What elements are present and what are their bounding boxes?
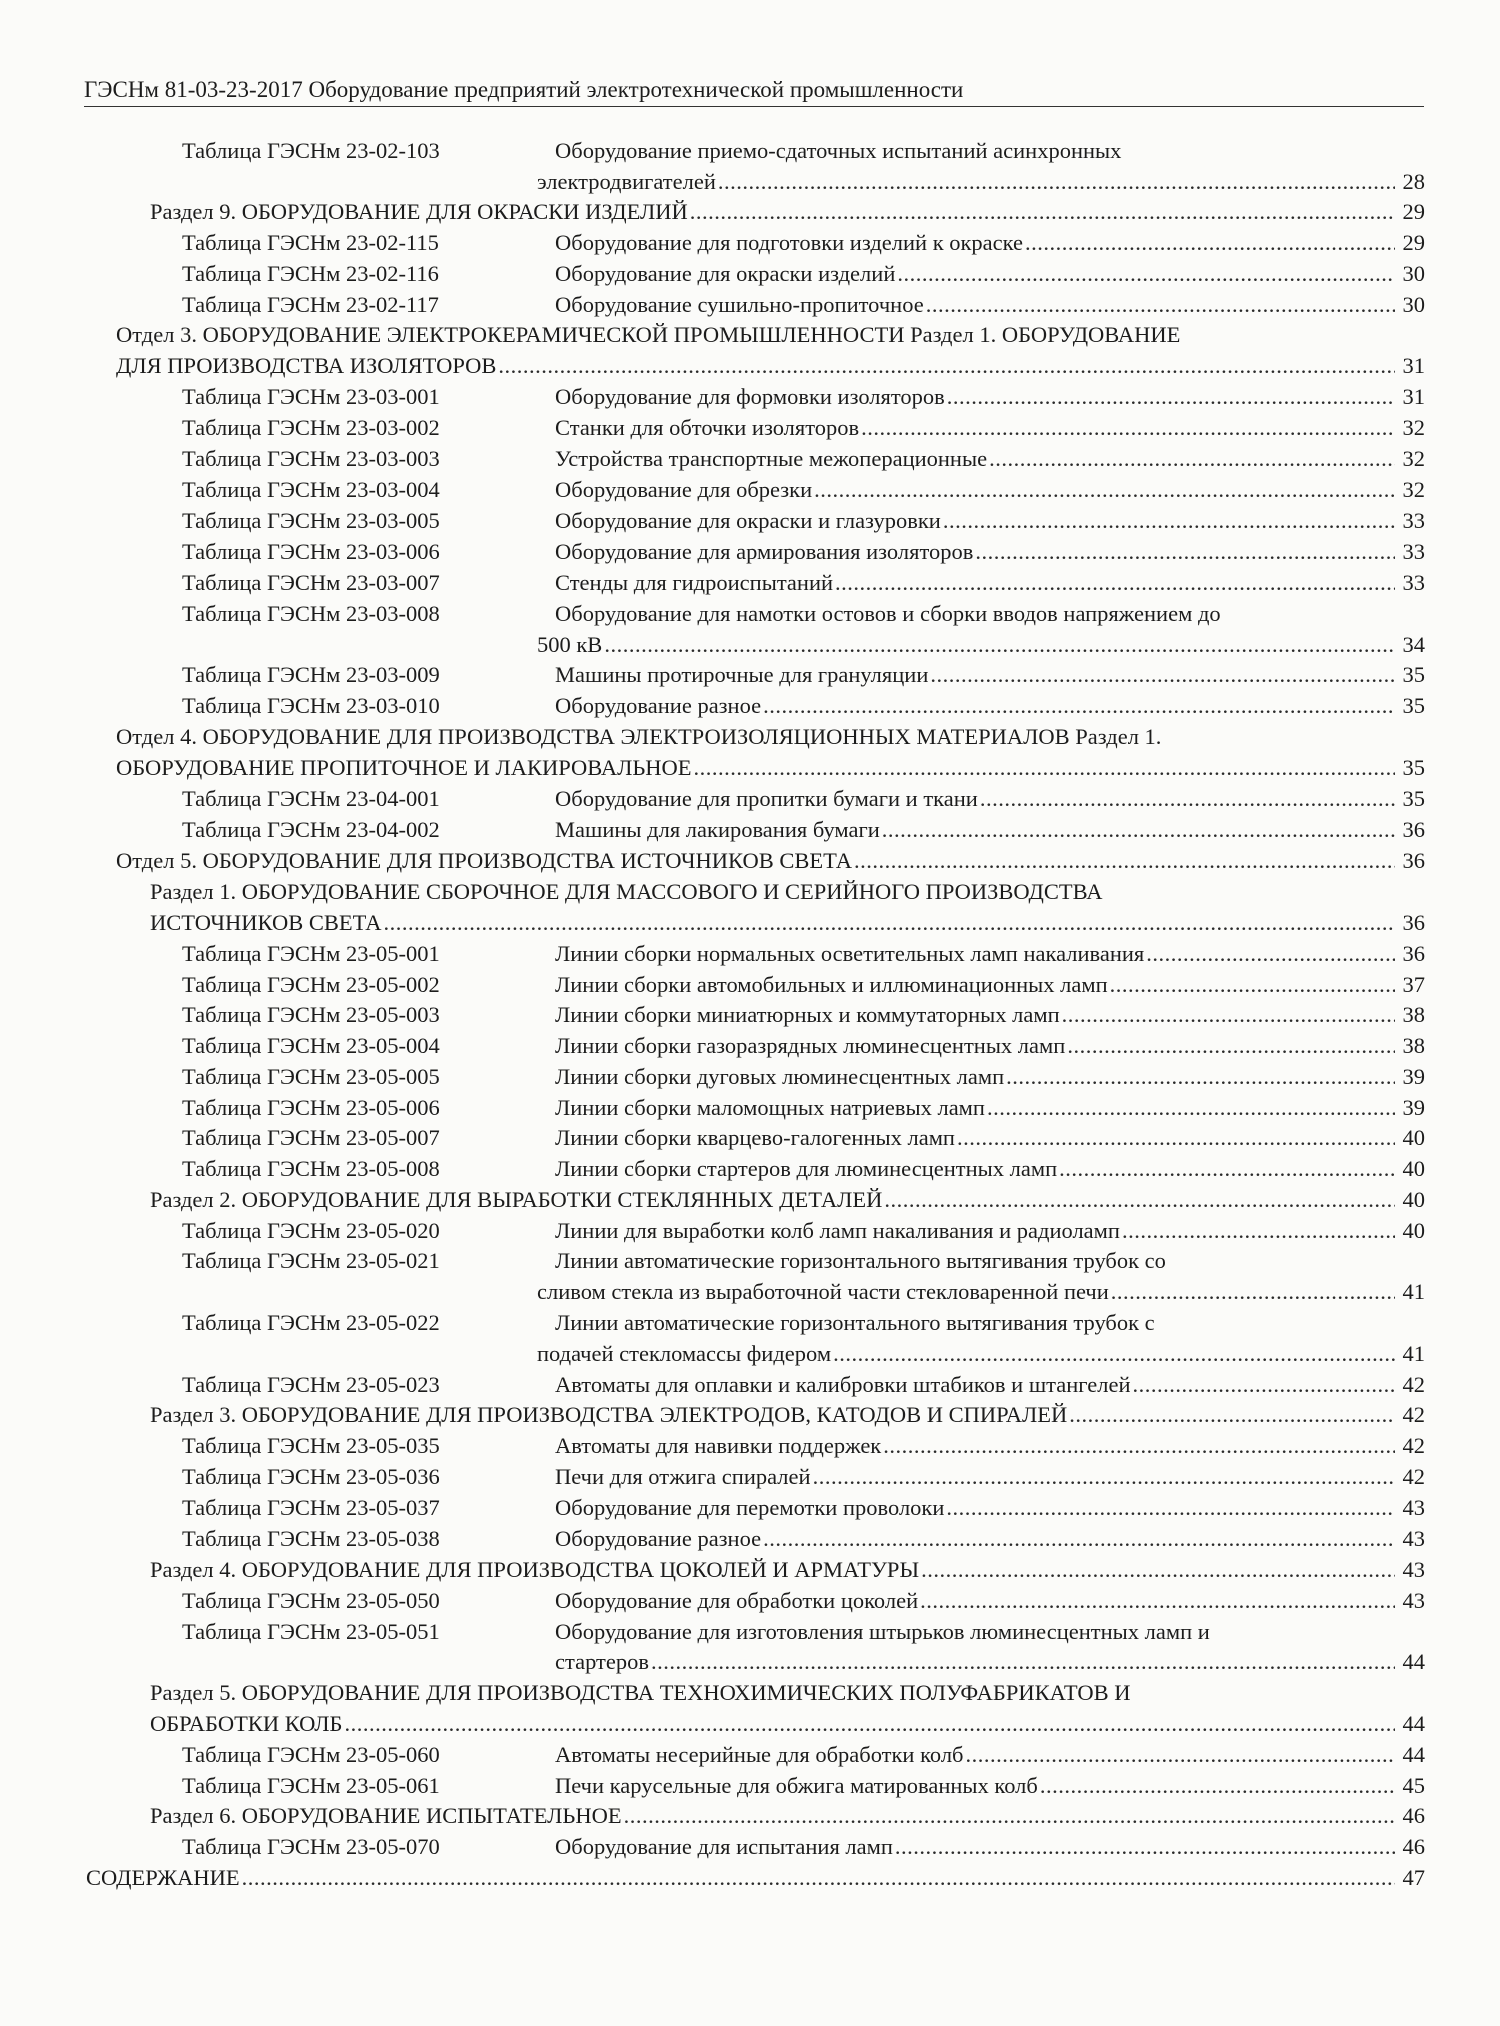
toc-entry-23-05-001[interactable] <box>0 938 1500 969</box>
toc-entry-fill <box>555 1646 1425 1677</box>
toc-entry-fill <box>555 1430 1425 1461</box>
toc-entry-fill <box>150 1399 1425 1430</box>
toc-entry-fill <box>555 474 1425 505</box>
toc-entry-23-05-006[interactable] <box>0 1092 1500 1123</box>
page-number: 42 <box>1402 1433 1425 1458</box>
dot-leader <box>920 1585 1395 1616</box>
toc-section-o5-razdel-2[interactable] <box>0 1184 1500 1215</box>
toc-entry-fill <box>555 412 1425 443</box>
toc-entry-text: Линии сборки дуговых люминесцентных ламп <box>555 1064 1005 1089</box>
toc-entry-text: Машины протирочные для грануляции <box>555 662 929 687</box>
page-number: 34 <box>1402 632 1425 657</box>
page-number: 35 <box>1402 755 1425 780</box>
toc-section-title: Отдел 3. ОБОРУДОВАНИЕ ЭЛЕКТРОКЕРАМИЧЕСКОЙ ПРОМЫШЛЕННОСТИ Раздел 1. ОБОРУДОВАНИЕ <box>116 322 1181 347</box>
dot-leader <box>884 1184 1395 1215</box>
toc-entry-label: Таблица ГЭСНм 23-02-116 <box>182 261 439 286</box>
toc-entry-label: Таблица ГЭСНм 23-04-002 <box>182 817 440 842</box>
page-number: 28 <box>1402 169 1425 194</box>
toc-entry-label: Таблица ГЭСНм 23-05-051 <box>182 1619 440 1644</box>
page-number: 37 <box>1402 972 1425 997</box>
page-number: 35 <box>1402 693 1425 718</box>
page-number: 39 <box>1402 1095 1425 1120</box>
toc-entry-text: Оборудование для подготовки изделий к окраске <box>555 230 1024 255</box>
toc-entry-label: Таблица ГЭСНм 23-05-060 <box>182 1742 440 1767</box>
toc-entry-text: Линии сборки стартеров для люминесцентных ламп <box>555 1156 1058 1181</box>
dot-leader <box>897 258 1395 289</box>
toc-entry-23-05-008[interactable] <box>0 1153 1500 1184</box>
toc-entry-fill <box>86 1862 1425 1893</box>
toc-entry-label: Таблица ГЭСНм 23-05-003 <box>182 1002 440 1027</box>
toc-entry-text: Линии для выработки колб ламп накаливания и радиоламп <box>555 1218 1120 1243</box>
toc-entry-label: Таблица ГЭСНм 23-02-117 <box>182 292 439 317</box>
toc-entry-label: Таблица ГЭСНм 23-05-070 <box>182 1834 440 1859</box>
toc-entry-continuation[interactable] <box>0 166 1500 197</box>
toc-entry-label: Таблица ГЭСНм 23-05-023 <box>182 1372 440 1397</box>
page-number: 44 <box>1402 1711 1425 1736</box>
dot-leader <box>883 1430 1395 1461</box>
toc-entry-text: Оборудование для пропитки бумаги и ткани <box>555 786 978 811</box>
dot-leader <box>651 1646 1395 1677</box>
toc-entry-label: Таблица ГЭСНм 23-05-035 <box>182 1433 440 1458</box>
toc-section-continuation[interactable] <box>0 350 1500 381</box>
toc-entry-continuation[interactable] <box>0 1338 1500 1369</box>
dot-leader <box>921 1554 1395 1585</box>
page-number: 40 <box>1402 1125 1425 1150</box>
toc-entry-text: Оборудование для изготовления штырьков люминесцентных ламп и <box>555 1619 1210 1644</box>
toc-entry-fill <box>555 1030 1425 1061</box>
toc-section-title: ОБОРУДОВАНИЕ ПРОПИТОЧНОЕ И ЛАКИРОВАЛЬНОЕ <box>116 755 692 780</box>
toc-entry-fill <box>555 289 1425 320</box>
toc-entry-23-02-117[interactable] <box>0 289 1500 320</box>
toc-entry-23-05-037[interactable] <box>0 1492 1500 1523</box>
toc-entry-23-03-005[interactable] <box>0 505 1500 536</box>
page-number: 32 <box>1402 446 1425 471</box>
dot-leader <box>1067 1030 1395 1061</box>
page-number: 33 <box>1402 570 1425 595</box>
toc-entry-23-05-022[interactable] <box>0 1307 1500 1338</box>
toc-section-otdel-4[interactable] <box>0 721 1500 752</box>
toc-entry-fill <box>555 1061 1425 1092</box>
running-header: ГЭСНм 81-03-23-2017 Оборудование предприятий электротехнической промышленности <box>84 76 1424 107</box>
toc-entry-label: Таблица ГЭСНм 23-05-004 <box>182 1033 440 1058</box>
toc-section-title: Отдел 4. ОБОРУДОВАНИЕ ДЛЯ ПРОИЗВОДСТВА ЭЛЕКТРОИЗОЛЯЦИОННЫХ МАТЕРИАЛОВ Раздел 1. <box>116 724 1162 749</box>
toc-entry-fill <box>555 1831 1425 1862</box>
page-number: 46 <box>1402 1803 1425 1828</box>
toc-entry-23-03-002[interactable] <box>0 412 1500 443</box>
toc-entry-label: Таблица ГЭСНм 23-05-022 <box>182 1310 440 1335</box>
toc-entry-label: Таблица ГЭСНм 23-04-001 <box>182 786 440 811</box>
toc-entry-continuation[interactable] <box>0 1276 1500 1307</box>
toc-entry-label: Таблица ГЭСНм 23-03-003 <box>182 446 440 471</box>
toc-section-title: Раздел 4. ОБОРУДОВАНИЕ ДЛЯ ПРОИЗВОДСТВА ЦОКОЛЕЙ И АРМАТУРЫ <box>150 1557 920 1582</box>
toc-section-title: Раздел 5. ОБОРУДОВАНИЕ ДЛЯ ПРОИЗВОДСТВА ТЕХНОХИМИЧЕСКИХ ПОЛУФАБРИКАТОВ И <box>150 1680 1131 1705</box>
toc-entry-label: Таблица ГЭСНм 23-05-061 <box>182 1773 440 1798</box>
toc-entry-23-05-035[interactable] <box>0 1430 1500 1461</box>
toc-section-otdel-5[interactable] <box>0 845 1500 876</box>
toc-entry-23-03-001[interactable] <box>0 381 1500 412</box>
page-number: 35 <box>1402 662 1425 687</box>
toc-entry-fill <box>150 1554 1425 1585</box>
dot-leader <box>947 381 1395 412</box>
toc-entry-text: Оборудование для армирования изоляторов <box>555 539 974 564</box>
dot-leader <box>966 1739 1395 1770</box>
dot-leader <box>1069 1399 1395 1430</box>
toc-section-title: ОБРАБОТКИ КОЛБ <box>150 1711 343 1736</box>
page-number: 44 <box>1402 1742 1425 1767</box>
dot-leader <box>1059 1153 1395 1184</box>
toc-entry-23-05-038[interactable] <box>0 1523 1500 1554</box>
toc-entry-text: Линии сборки миниатюрных и коммутаторных ламп <box>555 1002 1060 1027</box>
page-number: 46 <box>1402 1834 1425 1859</box>
page-number: 33 <box>1402 508 1425 533</box>
toc-entry-23-05-004[interactable] <box>0 1030 1500 1061</box>
toc-entry-text: Линии сборки газоразрядных люминесцентных ламп <box>555 1033 1066 1058</box>
toc-entry-text: Устройства транспортные межоперационные <box>555 446 988 471</box>
toc-entry-contents[interactable] <box>0 1862 1500 1893</box>
toc-entry-text: Оборудование для намотки остовов и сборки вводов напряжением до <box>555 601 1221 626</box>
dot-leader <box>835 567 1395 598</box>
toc-entry-fill <box>150 907 1425 938</box>
page-number: 30 <box>1402 292 1425 317</box>
dot-leader <box>1133 1369 1396 1400</box>
toc-entry-23-03-003[interactable] <box>0 443 1500 474</box>
dot-leader <box>1122 1215 1395 1246</box>
dot-leader <box>854 845 1395 876</box>
toc-entry-text: Оборудование для перемотки проволоки <box>555 1495 945 1520</box>
toc-entry-text: Оборудование приемо-сдаточных испытаний асинхронных <box>555 138 1122 163</box>
page-number: 36 <box>1402 817 1425 842</box>
toc-section-continuation[interactable] <box>0 907 1500 938</box>
page-number: 31 <box>1402 353 1425 378</box>
toc-entry-text: Стенды для гидроиспытаний <box>555 570 834 595</box>
toc-entry-continuation[interactable] <box>0 1646 1500 1677</box>
toc-entry-text: Автоматы несерийные для обработки колб <box>555 1742 964 1767</box>
toc-entry-fill <box>150 196 1425 227</box>
toc-entry-fill <box>555 1461 1425 1492</box>
toc-entry-23-02-115[interactable] <box>0 227 1500 258</box>
dot-leader <box>861 412 1395 443</box>
dot-leader <box>989 443 1395 474</box>
dot-leader <box>624 1800 1395 1831</box>
toc-entry-fill <box>555 659 1425 690</box>
toc-entry-fill <box>150 1708 1425 1739</box>
page-number: 33 <box>1402 539 1425 564</box>
toc-entry-23-05-060[interactable] <box>0 1739 1500 1770</box>
page-number: 45 <box>1402 1773 1425 1798</box>
toc-entry-fill <box>555 567 1425 598</box>
page-number: 31 <box>1402 384 1425 409</box>
toc-entry-label: Таблица ГЭСНм 23-03-010 <box>182 693 440 718</box>
toc-entry-text: Печи карусельные для обжига матированных колб <box>555 1773 1038 1798</box>
toc-section-title: ИСТОЧНИКОВ СВЕТА <box>150 910 382 935</box>
toc-entry-fill <box>555 1092 1425 1123</box>
page-number: 32 <box>1402 415 1425 440</box>
toc-entry-text: Автоматы для оплавки и калибровки штабиков и штангелей <box>555 1372 1131 1397</box>
toc-entry-fill <box>555 1523 1425 1554</box>
page-number: 32 <box>1402 477 1425 502</box>
page-number: 42 <box>1402 1402 1425 1427</box>
page-number: 36 <box>1402 910 1425 935</box>
toc-entry-continuation[interactable] <box>0 629 1500 660</box>
page-number: 38 <box>1402 1033 1425 1058</box>
dot-leader <box>926 289 1395 320</box>
toc-entry-label: Таблица ГЭСНм 23-05-008 <box>182 1156 440 1181</box>
toc-entry-23-05-003[interactable] <box>0 999 1500 1030</box>
toc-entry-label: Таблица ГЭСНм 23-05-005 <box>182 1064 440 1089</box>
toc-section-title: Раздел 6. ОБОРУДОВАНИЕ ИСПЫТАТЕЛЬНОЕ <box>150 1803 622 1828</box>
page-number: 41 <box>1402 1341 1425 1366</box>
toc-entry-text: Линии сборки нормальных осветительных ламп накаливания <box>555 941 1145 966</box>
toc-entry-fill <box>555 1739 1425 1770</box>
toc-entry-fill <box>555 999 1425 1030</box>
toc-entry-label: Таблица ГЭСНм 23-05-002 <box>182 972 440 997</box>
page-number: 47 <box>1402 1865 1425 1890</box>
dot-leader <box>694 752 1395 783</box>
toc-entry-label: Таблица ГЭСНм 23-05-021 <box>182 1248 440 1273</box>
toc-entry-23-05-021[interactable] <box>0 1245 1500 1276</box>
toc-entry-23-02-116[interactable] <box>0 258 1500 289</box>
toc-entry-text: Линии сборки кварцево-галогенных ламп <box>555 1125 955 1150</box>
toc-entry-fill <box>537 1338 1425 1369</box>
dot-leader <box>946 1492 1395 1523</box>
page-number: 39 <box>1402 1064 1425 1089</box>
toc-entry-23-03-008[interactable] <box>0 598 1500 629</box>
dot-leader <box>895 1831 1395 1862</box>
toc-entry-text: подачей стекломассы фидером <box>537 1341 832 1366</box>
dot-leader <box>604 629 1395 660</box>
toc-entry-text: Линии автоматические горизонтального вытягивания трубок с <box>555 1310 1155 1335</box>
toc-entry-23-05-061[interactable] <box>0 1770 1500 1801</box>
toc-section-o5-razdel-1[interactable] <box>0 876 1500 907</box>
dot-leader <box>814 474 1395 505</box>
dot-leader <box>987 1092 1395 1123</box>
toc-entry-text: Линии сборки маломощных натриевых ламп <box>555 1095 985 1120</box>
toc-entry-label: Таблица ГЭСНм 23-03-002 <box>182 415 440 440</box>
toc-section-title: Раздел 9. ОБОРУДОВАНИЕ ДЛЯ ОКРАСКИ ИЗДЕЛИЙ <box>150 199 688 224</box>
page-number: 38 <box>1402 1002 1425 1027</box>
dot-leader <box>1110 969 1395 1000</box>
page-number: 40 <box>1402 1156 1425 1181</box>
page-number: 43 <box>1402 1588 1425 1613</box>
toc-entry-text: электродвигателей <box>537 169 716 194</box>
toc-entry-fill <box>555 381 1425 412</box>
toc-entry-text: Оборудование разное <box>555 1526 762 1551</box>
toc-entry-23-03-007[interactable] <box>0 567 1500 598</box>
toc-section-o5-razdel-5[interactable] <box>0 1677 1500 1708</box>
toc-entry-23-05-051[interactable] <box>0 1616 1500 1647</box>
dot-leader <box>718 166 1395 197</box>
toc-entry-fill <box>555 1153 1425 1184</box>
dot-leader <box>1111 1276 1395 1307</box>
toc-entry-23-03-004[interactable] <box>0 474 1500 505</box>
toc-entry-fill <box>537 629 1425 660</box>
page-number: 29 <box>1402 230 1425 255</box>
dot-leader <box>690 196 1395 227</box>
page-number: 30 <box>1402 261 1425 286</box>
dot-leader <box>763 690 1395 721</box>
toc-entry-fill <box>555 938 1425 969</box>
dot-leader <box>813 1461 1395 1492</box>
toc-entry-fill <box>555 814 1425 845</box>
toc-entry-fill <box>150 1184 1425 1215</box>
toc-entry-fill <box>555 227 1425 258</box>
toc-section-o5-razdel-6[interactable] <box>0 1800 1500 1831</box>
toc-entry-text: Линии автоматические горизонтального вытягивания трубок со <box>555 1248 1166 1273</box>
toc-entry-label: Таблица ГЭСНм 23-03-001 <box>182 384 440 409</box>
dot-leader <box>763 1523 1395 1554</box>
toc-entry-fill <box>555 1122 1425 1153</box>
toc-entry-text: сливом стекла из выработочной части стекловаренной печи <box>537 1279 1109 1304</box>
toc-entry-fill <box>555 258 1425 289</box>
page-number: 42 <box>1402 1372 1425 1397</box>
dot-leader <box>957 1122 1395 1153</box>
dot-leader <box>344 1708 1395 1739</box>
toc-entry-label: Таблица ГЭСНм 23-05-020 <box>182 1218 440 1243</box>
toc-entry-text: Оборудование для формовки изоляторов <box>555 384 945 409</box>
toc-entry-label: Таблица ГЭСНм 23-02-103 <box>182 138 440 163</box>
dot-leader <box>1025 227 1395 258</box>
toc-entry-fill <box>555 1770 1425 1801</box>
page-number: 44 <box>1402 1649 1425 1674</box>
toc-entry-fill <box>555 443 1425 474</box>
dot-leader <box>882 814 1395 845</box>
toc-entry-fill <box>537 166 1425 197</box>
toc-entry-text: Машины для лакирования бумаги <box>555 817 880 842</box>
toc-entry-fill <box>116 845 1425 876</box>
page-number: 41 <box>1402 1279 1425 1304</box>
toc-entry-23-03-009[interactable] <box>0 659 1500 690</box>
toc-entry-text: Оборудование для испытания ламп <box>555 1834 893 1859</box>
toc-entry-fill <box>555 1369 1425 1400</box>
page-number: 43 <box>1402 1526 1425 1551</box>
toc-entry-text: Оборудование для обработки цоколей <box>555 1588 919 1613</box>
toc-entry-fill <box>555 969 1425 1000</box>
dot-leader <box>1040 1770 1395 1801</box>
toc-entry-23-04-001[interactable] <box>0 783 1500 814</box>
toc-entry-text: Печи для отжига спиралей <box>555 1464 811 1489</box>
toc-entry-label: Таблица ГЭСНм 23-03-009 <box>182 662 440 687</box>
toc-entry-label: Таблица ГЭСНм 23-03-007 <box>182 570 440 595</box>
toc-entry-fill <box>555 536 1425 567</box>
toc-section-title: Отдел 5. ОБОРУДОВАНИЕ ДЛЯ ПРОИЗВОДСТВА ИСТОЧНИКОВ СВЕТА <box>116 848 852 873</box>
page-number: 40 <box>1402 1187 1425 1212</box>
toc-entry-23-03-010[interactable] <box>0 690 1500 721</box>
page-number: 29 <box>1402 199 1425 224</box>
dot-leader <box>930 659 1395 690</box>
toc-entry-fill <box>555 505 1425 536</box>
toc-entry-23-05-050[interactable] <box>0 1585 1500 1616</box>
dot-leader <box>242 1862 1395 1893</box>
dot-leader <box>498 350 1395 381</box>
toc-entry-23-05-023[interactable] <box>0 1369 1500 1400</box>
toc-entry-label: Таблица ГЭСНм 23-05-038 <box>182 1526 440 1551</box>
toc-entry-23-05-005[interactable] <box>0 1061 1500 1092</box>
toc-entry-23-03-006[interactable] <box>0 536 1500 567</box>
page-number: 36 <box>1402 941 1425 966</box>
toc-entry-text: стартеров <box>555 1649 649 1674</box>
toc-section-razdel-9[interactable] <box>0 196 1500 227</box>
toc-section-continuation[interactable] <box>0 752 1500 783</box>
toc-entry-fill <box>116 350 1425 381</box>
dot-leader <box>943 505 1395 536</box>
toc-entry-fill <box>555 783 1425 814</box>
toc-entry-23-05-002[interactable] <box>0 969 1500 1000</box>
dot-leader <box>833 1338 1395 1369</box>
toc-section-title: Раздел 3. ОБОРУДОВАНИЕ ДЛЯ ПРОИЗВОДСТВА ЭЛЕКТРОДОВ, КАТОДОВ И СПИРАЛЕЙ <box>150 1402 1068 1427</box>
toc-entry-text: Оборудование разное <box>555 693 762 718</box>
toc-entry-label: Таблица ГЭСНм 23-03-004 <box>182 477 440 502</box>
page-number: 43 <box>1402 1557 1425 1582</box>
page-number: 36 <box>1402 848 1425 873</box>
toc-entry-fill <box>537 1276 1425 1307</box>
toc-entry-label: Таблица ГЭСНм 23-05-001 <box>182 941 440 966</box>
dot-leader <box>383 907 1395 938</box>
toc-entry-fill <box>555 690 1425 721</box>
toc-entry-fill <box>116 752 1425 783</box>
toc-entry-label: Таблица ГЭСНм 23-05-006 <box>182 1095 440 1120</box>
toc-section-title: СОДЕРЖАНИЕ <box>86 1865 240 1890</box>
toc-entry-label: Таблица ГЭСНм 23-05-037 <box>182 1495 440 1520</box>
toc-section-continuation[interactable] <box>0 1708 1500 1739</box>
toc-entry-text: Оборудование сушильно-пропиточное <box>555 292 924 317</box>
toc-entry-fill <box>150 1800 1425 1831</box>
dot-leader <box>1006 1061 1395 1092</box>
toc-section-otdel-3[interactable] <box>0 319 1500 350</box>
page-number: 40 <box>1402 1218 1425 1243</box>
toc-section-title: ДЛЯ ПРОИЗВОДСТВА ИЗОЛЯТОРОВ <box>116 353 497 378</box>
dot-leader <box>975 536 1395 567</box>
dot-leader <box>1062 999 1395 1030</box>
toc-entry-text: Оборудование для окраски и глазуровки <box>555 508 941 533</box>
toc-entry-text: Линии сборки автомобильных и иллюминационных ламп <box>555 972 1108 997</box>
page-number: 43 <box>1402 1495 1425 1520</box>
toc-section-o5-razdel-3[interactable] <box>0 1399 1500 1430</box>
toc-entry-23-02-103[interactable] <box>0 135 1500 166</box>
toc-entry-label: Таблица ГЭСНм 23-02-115 <box>182 230 439 255</box>
toc-entry-23-05-007[interactable] <box>0 1122 1500 1153</box>
page-number: 42 <box>1402 1464 1425 1489</box>
toc-entry-label: Таблица ГЭСНм 23-03-008 <box>182 601 440 626</box>
toc-entry-23-05-070[interactable] <box>0 1831 1500 1862</box>
toc-entry-fill <box>555 1492 1425 1523</box>
toc-entry-text: 500 кВ <box>537 632 603 657</box>
page-number: 35 <box>1402 786 1425 811</box>
toc-entry-label: Таблица ГЭСНм 23-03-006 <box>182 539 440 564</box>
toc-entry-text: Станки для обточки изоляторов <box>555 415 860 440</box>
toc-entry-fill <box>555 1215 1425 1246</box>
dot-leader <box>1146 938 1395 969</box>
toc-entry-23-04-002[interactable] <box>0 814 1500 845</box>
toc-entry-text: Автоматы для навивки поддержек <box>555 1433 882 1458</box>
toc-entry-text: Оборудование для обрезки <box>555 477 813 502</box>
toc-entry-label: Таблица ГЭСНм 23-03-005 <box>182 508 440 533</box>
toc-entry-text: Оборудование для окраски изделий <box>555 261 896 286</box>
toc-entry-fill <box>555 1585 1425 1616</box>
toc-section-title: Раздел 2. ОБОРУДОВАНИЕ ДЛЯ ВЫРАБОТКИ СТЕКЛЯННЫХ ДЕТАЛЕЙ <box>150 1187 883 1212</box>
toc-entry-23-05-036[interactable] <box>0 1461 1500 1492</box>
toc-entry-label: Таблица ГЭСНм 23-05-050 <box>182 1588 440 1613</box>
toc-entry-label: Таблица ГЭСНм 23-05-036 <box>182 1464 440 1489</box>
toc-section-title: Раздел 1. ОБОРУДОВАНИЕ СБОРОЧНОЕ ДЛЯ МАССОВОГО И СЕРИЙНОГО ПРОИЗВОДСТВА <box>150 879 1103 904</box>
toc-entry-label: Таблица ГЭСНм 23-05-007 <box>182 1125 440 1150</box>
toc-entry-23-05-020[interactable] <box>0 1215 1500 1246</box>
dot-leader <box>980 783 1395 814</box>
toc-section-o5-razdel-4[interactable] <box>0 1554 1500 1585</box>
